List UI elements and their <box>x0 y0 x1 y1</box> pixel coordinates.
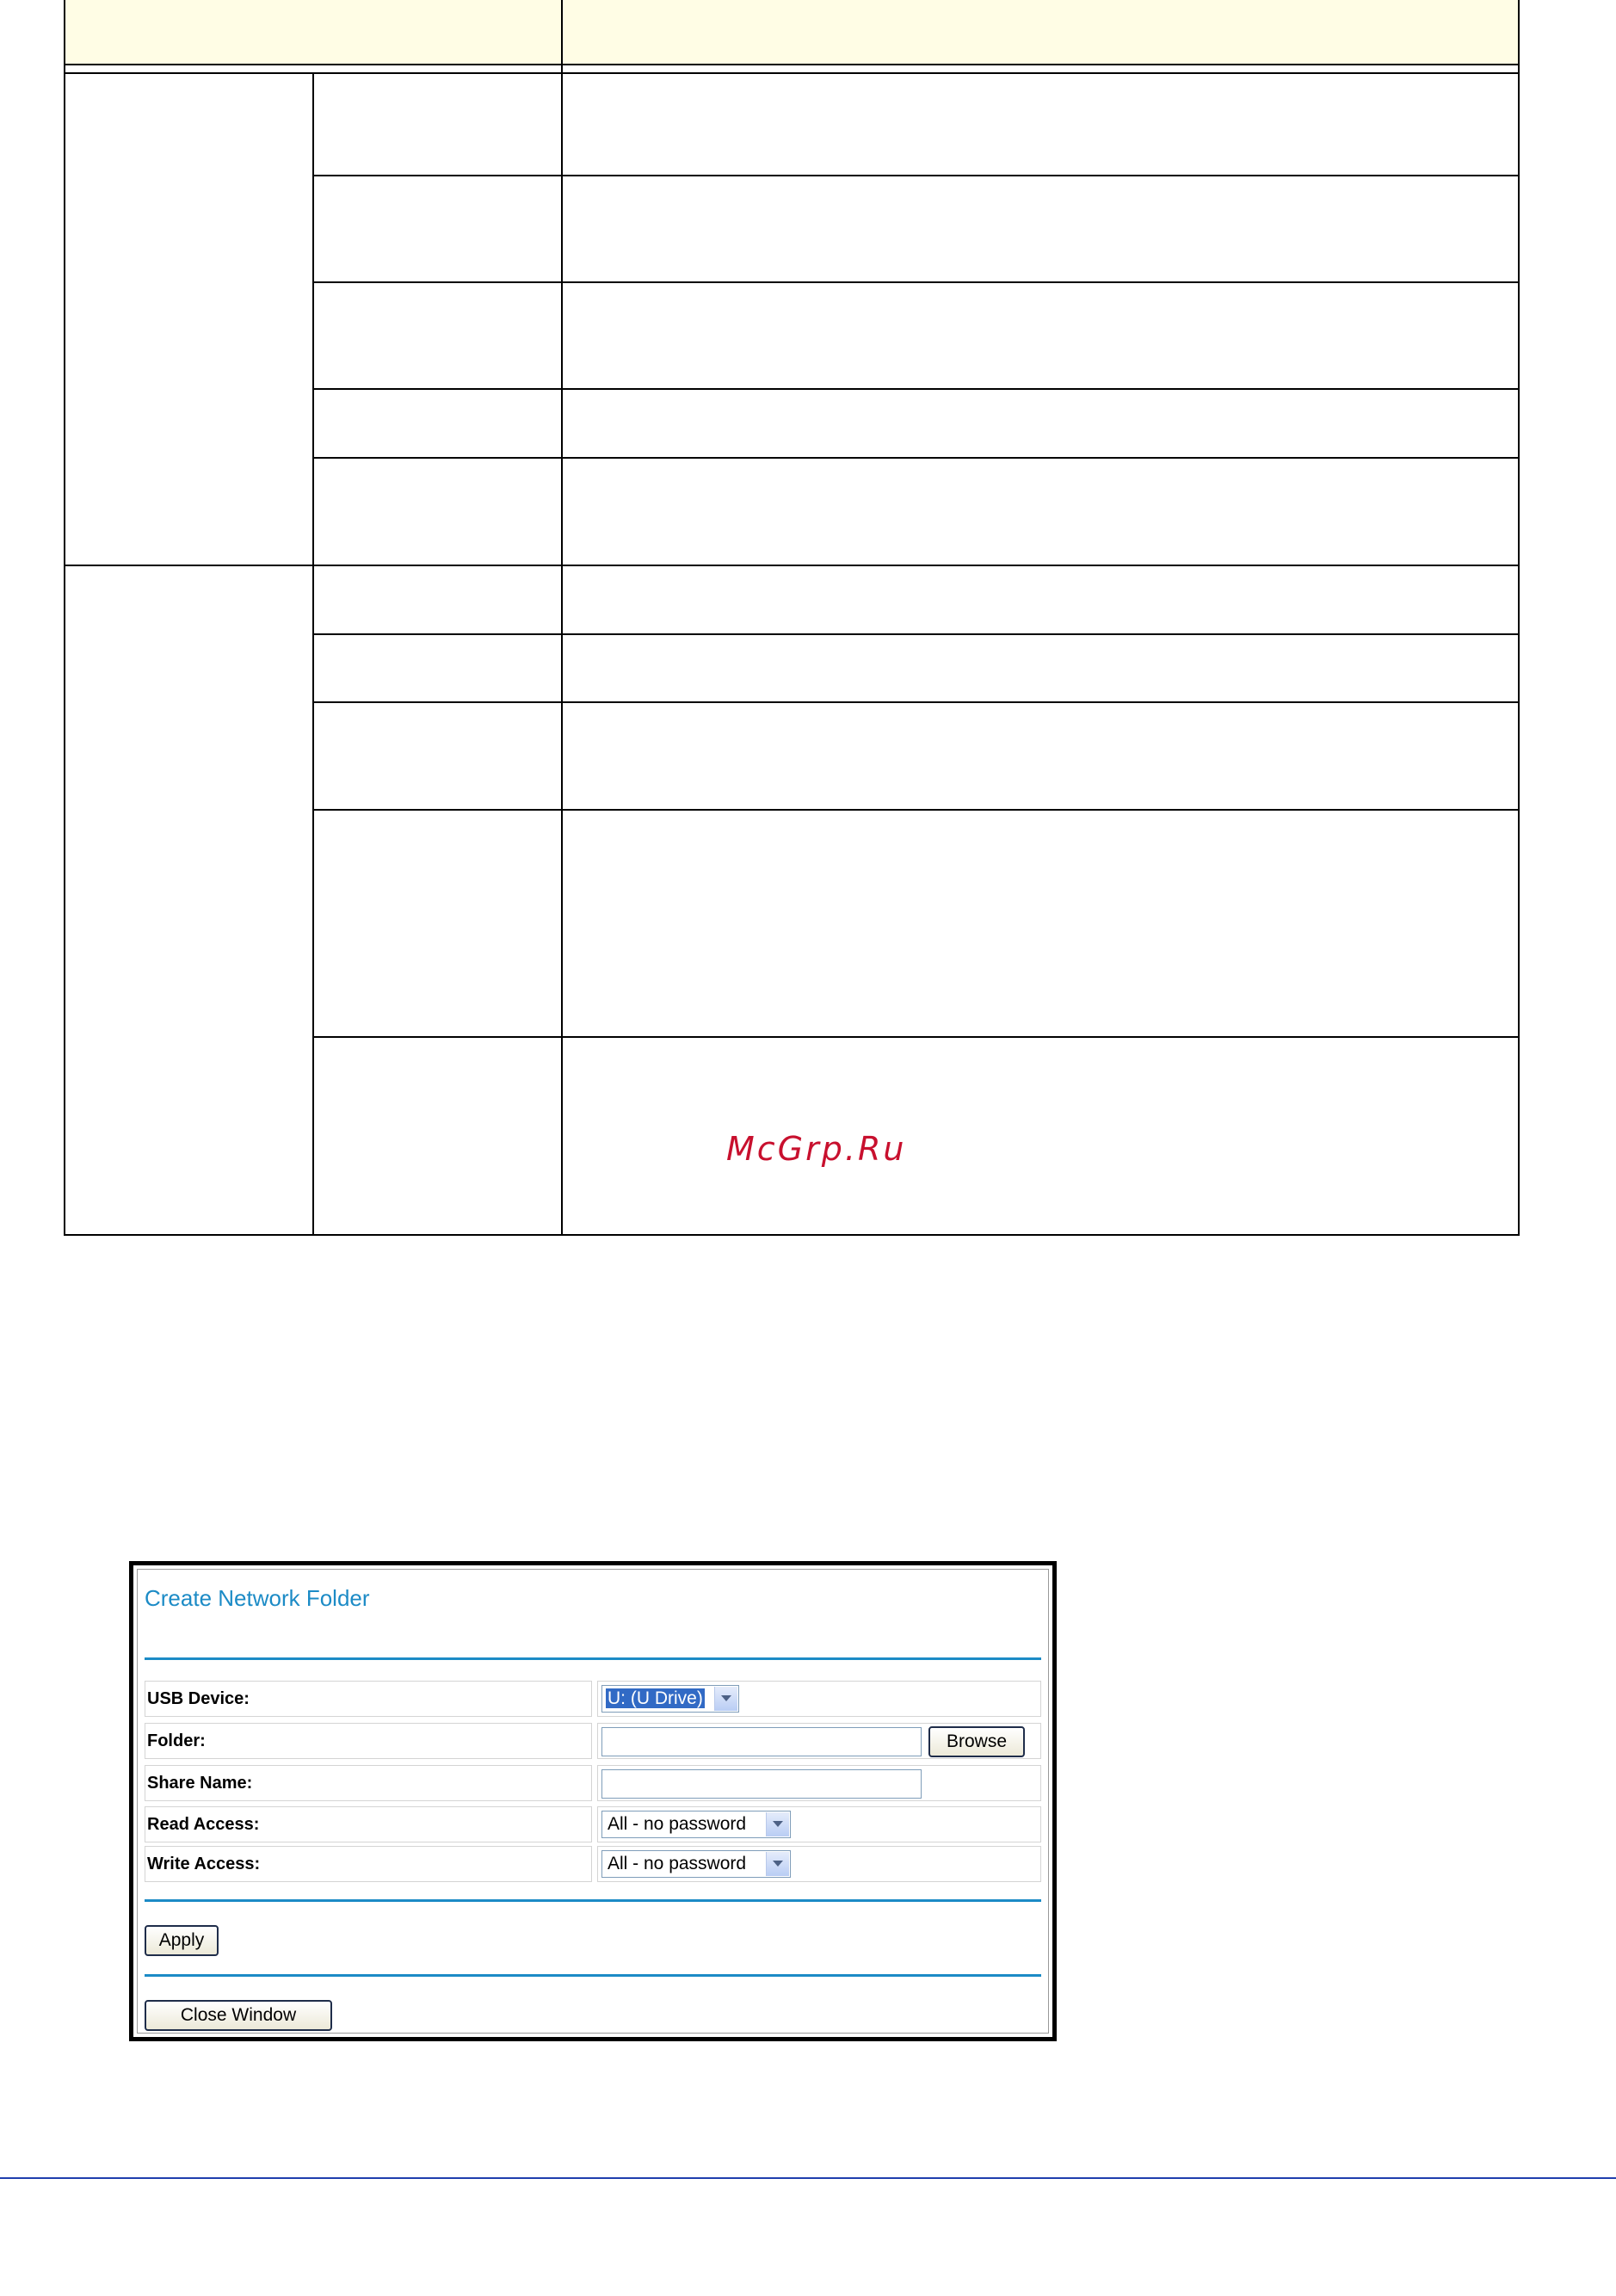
chevron-down-icon[interactable] <box>766 1812 789 1836</box>
watermark-text: McGrp.Ru <box>726 1130 907 1168</box>
row-line <box>312 175 1518 176</box>
write-access-label: Write Access: <box>145 1846 592 1882</box>
row-line <box>312 388 1518 390</box>
read-access-cell <box>597 1806 1041 1842</box>
usb-device-row <box>145 1681 1041 1719</box>
usb-device-cell <box>597 1681 1041 1717</box>
row-line <box>312 809 1518 811</box>
browse-button[interactable]: Browse <box>928 1726 1025 1757</box>
usb-device-select[interactable] <box>601 1685 739 1713</box>
share-name-input[interactable] <box>601 1769 922 1799</box>
form-rule <box>145 1899 1041 1902</box>
folder-row <box>145 1723 1041 1761</box>
folder-cell <box>597 1723 1041 1759</box>
title-rule <box>145 1657 1041 1660</box>
folder-label: Folder: <box>145 1723 592 1759</box>
footer-rule <box>0 2177 1616 2179</box>
chevron-down-icon[interactable] <box>714 1687 737 1711</box>
column-divider-2 <box>561 74 563 1234</box>
row-line <box>312 281 1518 283</box>
read-access-label: Read Access: <box>145 1806 592 1842</box>
usb-device-value: U: (U Drive) <box>608 1688 703 1708</box>
write-access-row <box>145 1846 1041 1884</box>
folder-input[interactable] <box>601 1727 922 1756</box>
column-divider-1 <box>312 74 314 1234</box>
read-access-value: All - no password <box>608 1814 747 1834</box>
write-access-cell <box>597 1846 1041 1882</box>
table-header <box>65 0 1518 65</box>
write-access-value: All - no password <box>608 1854 747 1873</box>
write-access-select[interactable] <box>601 1850 791 1878</box>
share-name-cell <box>597 1765 1041 1801</box>
row-line <box>65 565 1518 566</box>
chevron-down-icon[interactable] <box>766 1852 789 1876</box>
window-body <box>137 1569 1049 2034</box>
share-name-label: Share Name: <box>145 1765 592 1801</box>
create-network-folder-window <box>129 1561 1057 2041</box>
row-line <box>312 701 1518 703</box>
row-line <box>312 1036 1518 1038</box>
apply-rule <box>145 1974 1041 1977</box>
table-header-gap <box>65 65 1518 74</box>
document-table <box>64 0 1520 1236</box>
window-title: Create Network Folder <box>145 1585 370 1611</box>
read-access-row <box>145 1806 1041 1844</box>
share-name-row <box>145 1765 1041 1803</box>
row-line <box>312 457 1518 459</box>
row-line <box>312 633 1518 635</box>
read-access-select[interactable] <box>601 1811 791 1838</box>
close-window-button[interactable]: Close Window <box>145 2000 332 2031</box>
usb-device-label: USB Device: <box>145 1681 592 1717</box>
header-divider <box>561 0 563 74</box>
apply-button[interactable]: Apply <box>145 1925 219 1956</box>
